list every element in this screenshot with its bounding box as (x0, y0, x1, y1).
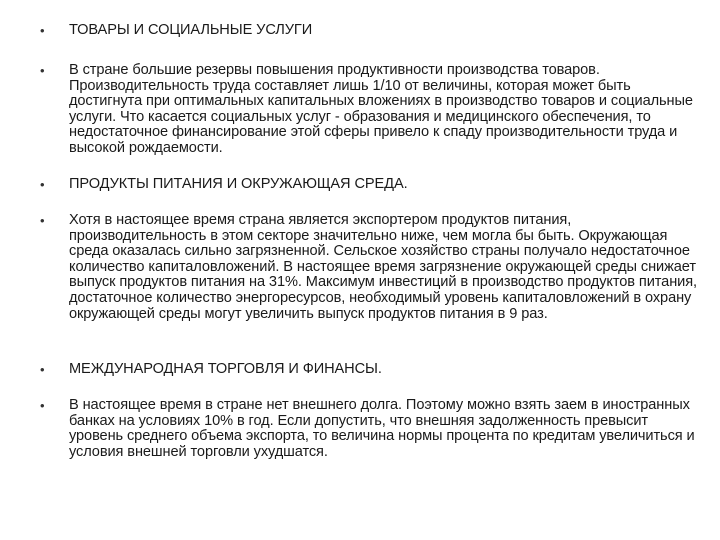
paragraph-text: В стране большие резервы повышения продуктивности производства товаров. Производительность труда составляет лишь 1/10 от величины, которая может быть достигнута при оптимальных капитальных вложениях в производство товаров и социальные услуги. Что касается социальных услуг - образования и медицинского обеспечения, то недостаточное финансирование этой сферы привело к спаду производительности труда и высокой рождаемости. (69, 62, 693, 156)
bullet-dot: • (40, 362, 45, 377)
heading-text: ПРОДУКТЫ ПИТАНИЯ И ОКРУЖАЮЩАЯ СРЕДА. (69, 176, 408, 192)
heading-text: МЕЖДУНАРОДНАЯ ТОРГОВЛЯ И ФИНАНСЫ. (69, 361, 382, 377)
bullet-dot: • (40, 213, 45, 228)
bullet-dot: • (40, 23, 45, 38)
paragraph-text: В настоящее время в стране нет внешнего долга. Поэтому можно взять заем в иностранных банках на условиях 10% в год. Если допустить, что внешняя задолженность превысит уровень среднего объема экспорта, то величина нормы процента по кредитам увеличиться и условия внешней торговли ухудшатся. (69, 397, 695, 460)
bullet-dot: • (40, 177, 45, 192)
bullet-dot: • (40, 63, 45, 78)
paragraph-text: Хотя в настоящее время страна является экспортером продуктов питания, производительность в этом секторе значительно ниже, чем могла бы быть. Окружающая среда оказалась сильно загрязненной. Сельское хозяйство страны получало недостаточное количество капиталовложений. В настоящее время загрязнение окружающей среды снижает выпуск продуктов питания на 31%. Максимум инвестиций в производство продуктов питания, достаточное количество энергоресурсов, необходимый уровень капиталовложений в охрану окружающей среды могут увеличить выпуск продуктов питания в 9 раз. (69, 212, 697, 322)
heading-text: ТОВАРЫ И СОЦИАЛЬНЫЕ УСЛУГИ (69, 22, 313, 38)
bullet-dot: • (40, 398, 45, 413)
